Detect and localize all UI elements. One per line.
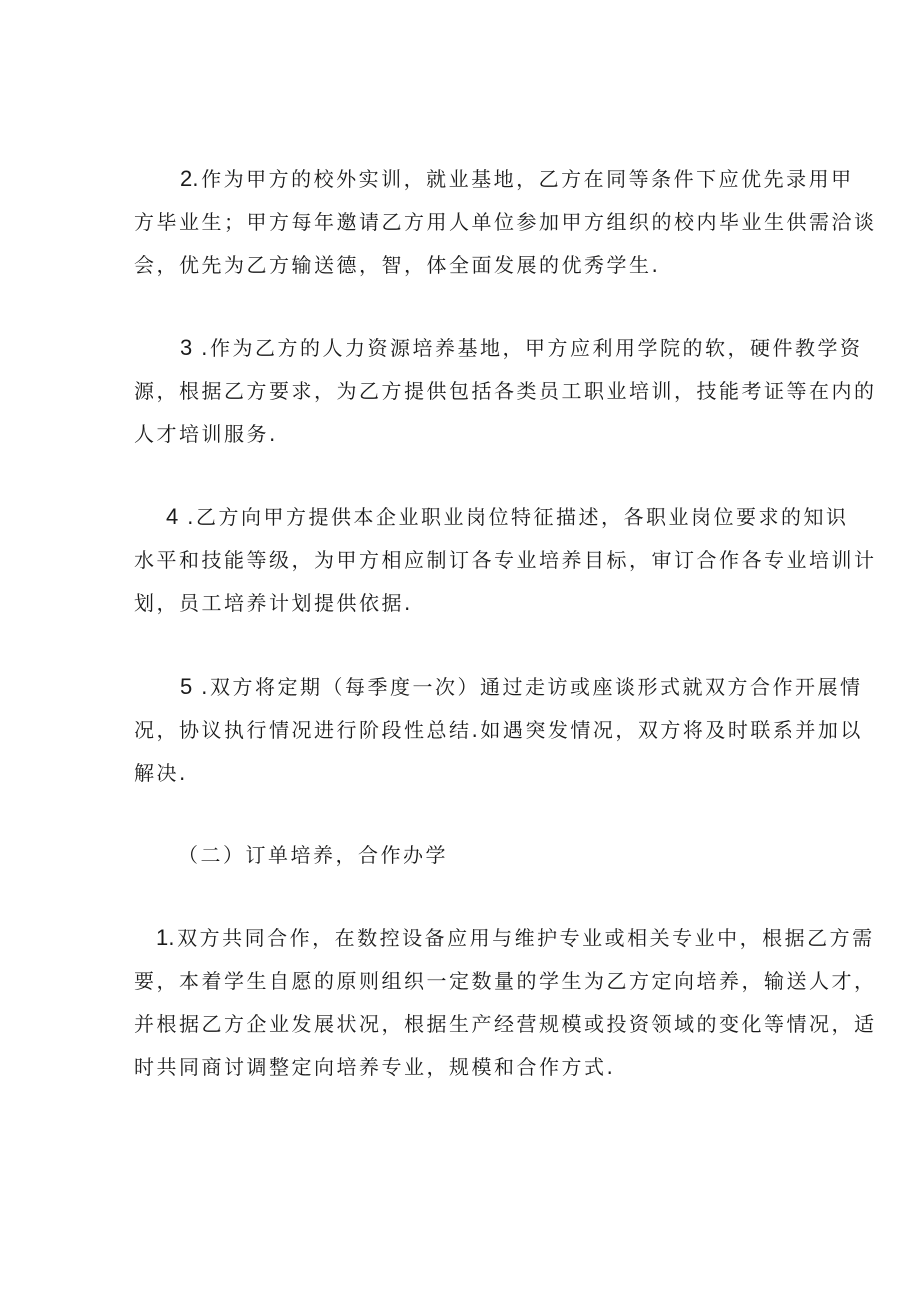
paragraph-line: 要，本着学生自愿的原则组织一定数量的学生为乙方定向培养，输送人才， [134, 969, 877, 993]
paragraph-line [134, 326, 863, 370]
paragraph-line: 方毕业生；甲方每年邀请乙方用人单位参加甲方组织的校内毕业生供需洽谈 [134, 210, 877, 234]
paragraph-item-3 [134, 326, 877, 456]
line-text: .乙方向甲方提供本企业职业岗位特征描述，各职业岗位要求的知识 [178, 505, 849, 529]
line-text: .作为甲方的校外实训，就业基地，乙方在同等条件下应优先录用甲 [192, 167, 854, 191]
item-number: 5 [180, 674, 193, 699]
item-number: 4 [166, 504, 179, 529]
paragraph-item-1 [134, 916, 877, 1089]
paragraph-line: 划，员工培养计划提供依据. [134, 591, 413, 615]
heading-line [134, 834, 796, 877]
paragraph-line: 会，优先为乙方输送德，智，体全面发展的优秀学生. [134, 253, 661, 277]
paragraph-line: 源，根据乙方要求，为乙方提供包括各类员工职业培训，技能考证等在内的 [134, 379, 877, 403]
paragraph-line: 解决. [134, 761, 188, 785]
paragraph-item-5 [134, 665, 863, 795]
heading-text: （二）订单培养，合作办学 [178, 843, 448, 867]
paragraph-item-2 [134, 157, 877, 287]
paragraph-line [134, 495, 849, 539]
paragraph-line: 水平和技能等级，为甲方相应制订各专业培养目标，审订合作各专业培训计 [134, 548, 877, 572]
paragraph-line: 人才培训服务. [134, 422, 278, 446]
line-text: .双方将定期（每季度一次）通过走访或座谈形式就双方合作开展情 [192, 675, 863, 699]
paragraph-line: 并根据乙方企业发展状况，根据生产经营规模或投资领域的变化等情况，适 [134, 1012, 877, 1036]
paragraph-line: 况，协议执行情况进行阶段性总结.如遇突发情况，双方将及时联系并加以 [134, 718, 863, 742]
section-heading [134, 834, 796, 877]
paragraph-line: 时共同商讨调整定向培养专业，规模和合作方式. [134, 1055, 616, 1079]
line-text: .双方共同合作，在数控设备应用与维护专业或相关专业中，根据乙方需 [168, 926, 875, 950]
paragraph-line [134, 665, 863, 709]
item-number: 1 [156, 925, 169, 950]
paragraph-item-4 [134, 495, 877, 625]
item-number: 2 [180, 166, 193, 191]
item-number: 3 [180, 335, 193, 360]
line-text: .作为乙方的人力资源培养基地，甲方应利用学院的软，硬件教学资 [192, 336, 863, 360]
paragraph-line [134, 157, 854, 201]
paragraph-line [134, 916, 875, 960]
